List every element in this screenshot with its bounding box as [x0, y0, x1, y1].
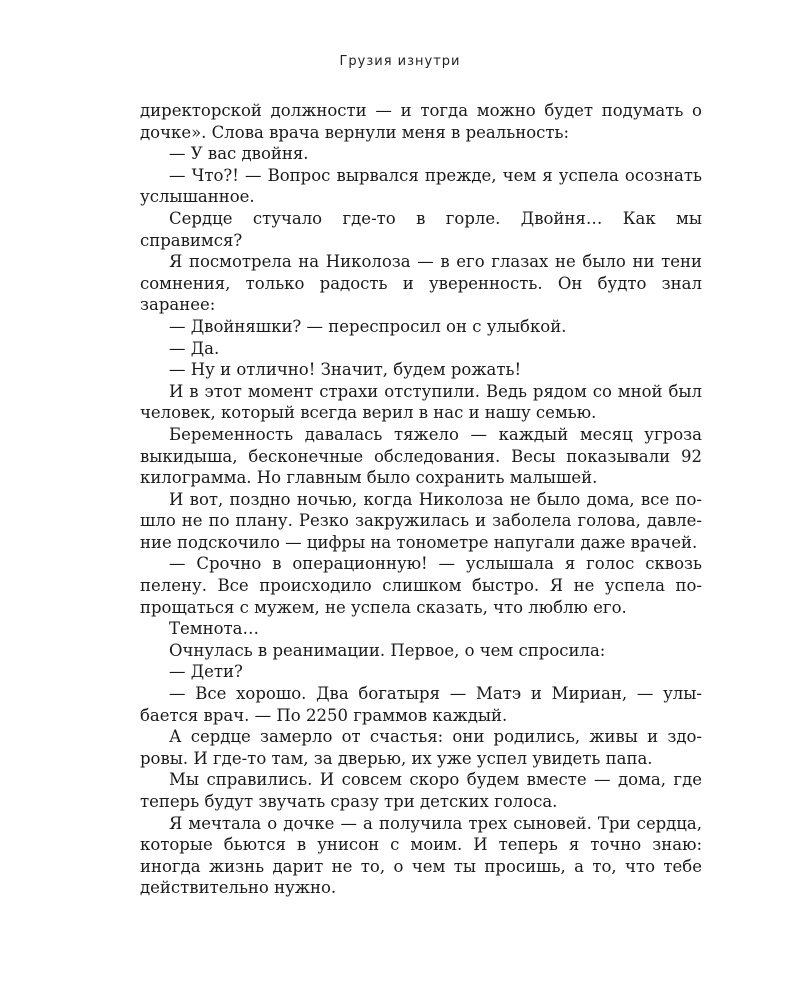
paragraph: — Что?! — Вопрос вырвался прежде, чем я успела осознать услышанное. — [140, 165, 702, 207]
paragraph: Я мечтала о дочке — а получила трех сыновей. Три сердца, которые бьются в унисон с моим. И теперь я точно знаю: иногда жизнь дарит не то, о чем ты просишь, а то, что тебе действительно нужно. — [140, 813, 702, 898]
paragraph: Я посмотрела на Николоза — в его глазах не было ни тени сомнения, только радость и уверенность. Он будто знал заранее: — [140, 252, 702, 315]
paragraph: Беременность давалась тяжело — каждый месяц угроза выкидыша, бесконечные обследования. Весы показывали 92 килограмма. Но главным было сохранить малышей. — [140, 424, 702, 488]
paragraph: — Да. — [169, 338, 220, 358]
paragraph: А сердце замерло от счастья: они родились, живы и здоровы. И где-то там, за дверью, их уже успел увидеть папа. — [140, 727, 702, 768]
paragraph: — У вас двойня. — [169, 144, 309, 164]
paragraph: — Дети? — [169, 662, 243, 682]
running-head-title: Грузия изнутри — [339, 54, 461, 69]
paragraph-continued: директорской должности — и тогда можно будет подумать о дочке». Слова врача вернули меня в реальность: — [140, 101, 702, 142]
book-page-body — [140, 100, 702, 899]
paragraph: Очнулась в реанимации. Первое, о чем спросила: — [169, 640, 606, 660]
paragraph: И вот, поздно ночью, когда Николоза не было дома, все пошло не по плану. Резко закружилась и заболела голова, давление подскочило — цифры на тонометре напугали даже врачей. — [140, 489, 702, 552]
paragraph: И в этот момент страхи отступили. Ведь рядом со мной был человек, который всегда верил в нас и нашу семью. — [140, 381, 702, 423]
paragraph: — Двойняшки? — переспросил он с улыбкой. — [169, 316, 567, 336]
paragraph: Мы справились. И совсем скоро будем вместе — дома, где теперь будут звучать сразу три детских голоса. — [140, 770, 702, 811]
paragraph: — Срочно в операционную! — услышала я голос сквозь пелену. Все происходило слишком быстро. Я не успела попрощаться с мужем, не успела сказать, что люблю его. — [140, 554, 702, 617]
paragraph: — Ну и отлично! Значит, будем рожать! — [169, 360, 522, 380]
paragraph: Сердце стучало где-то в горле. Двойня… Как мы справимся? — [140, 208, 702, 250]
paragraph: Темнота… — [169, 619, 260, 639]
paragraph: — Все хорошо. Два богатыря — Матэ и Мириан, — улыбается врач. — По 2250 граммов каждый. — [140, 684, 702, 725]
